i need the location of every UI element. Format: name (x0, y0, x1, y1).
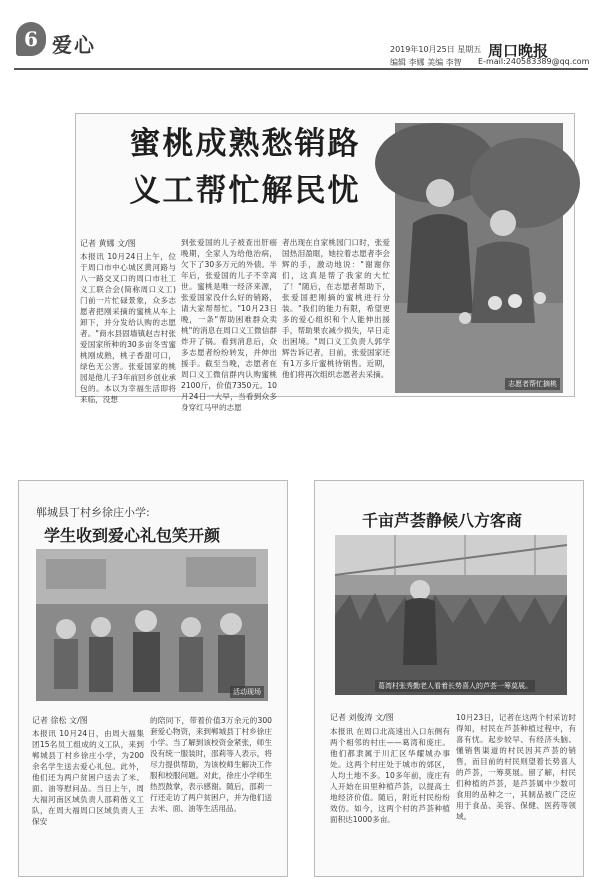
article-2-column-1: 本报讯 10月24日，由周大福集团15名员工组成的义工队，来到郸城县丁村乡徐庄小学，为200余名学生送去爱心礼包。此外，他们还为两户贫困户送去了米、面、油等慰问品。当日上午，周大福河南区域负责人邵莉偕义工队，在周大福周口区域负责人王保安 (32, 729, 144, 826)
article-3-byline: 记者 刘俊涛 文/图 (330, 713, 394, 722)
article-1-photo (395, 123, 563, 393)
aloe-greenhouse-image (335, 535, 567, 695)
article-1-headline-line-2: 义工帮忙解民忧 (129, 173, 361, 209)
article-2-headline: 学生收到爱心礼包笑开颜 (44, 526, 221, 545)
newspaper-logo: 周口晚报 (488, 42, 549, 60)
article-1-column-3: 者出现在自家桃园门口时，张爱国热泪盈眶，她拉着志愿者李会辉的手，激动地说："谢谢你们，这真是帮了我家的大忙了！"随后，在志愿者帮助下，张爱国把刚摘的蜜桃进行分装。"我们的能力有限，希望更多的爱心组织和个人能伸出援手，帮助果农减少损失，早日走出困境。"周口义工负责人郭学辉告诉记者，目前，张爱国家还有1万多斤蜜桃待销售。近期，他们将再次组织志愿者去采摘。 (282, 238, 390, 379)
date-line: 2019年10月25日 星期五 (390, 45, 482, 54)
article-3-column-2: 10月23日，记者在这两个村采访时得知，村民在芦荟种植过程中，有喜有忧。起步较早、有经济头脑、懂销售渠道的村民因其芦荟的销售，而目前的村民则望着长势喜人的芦荟，一筹莫展。留了解，村民们种植的芦荟，是芦荟属中少数可食用的品种之一，其制品被广泛应用于食品、美容、保健、医药等领域。 (456, 713, 576, 821)
article-1-column-1: 本报讯 10月24日上午，位于周口市中心城区黄河路与八一路交叉口的周口市社工义工联合会(简称周口义工)门前一片忙碌景象，众多志愿者把刚采摘的蜜桃从车上卸下，并分发给认购的志愿者。"商水县固墙镇赵吉村张爱国家所种的30多亩冬雪蜜桃刚成熟，桃子香甜可口，绿色无公害。张爱国家的桃园是他儿子3年前回乡创业承包的。本以为幸福生活即将来临，没想 (80, 252, 176, 404)
article-1-byline: 记者 黄娜 文/图 (80, 239, 136, 248)
section-title: 爱心 (52, 33, 96, 57)
header-rule (14, 68, 588, 70)
article-2-column-2: 的陪同下，带着价值3万余元的300套爱心物资，来到郸城县丁村乡徐庄小学。当了解到该校资金紧张，师生没有统一服装时，邵莉等人表示，将尽力提供帮助，为该校师生解决工作服和校服问题。对此，徐庄小学师生热烈鼓掌，表示感谢。随后，邵莉一行还走访了两户贫困户，并为他们送去米、面、油等生活用品。 (150, 716, 272, 813)
article-1-headline-line-1: 蜜桃成熟愁销路 (129, 126, 361, 162)
email-line: E-mail:240583389@qq.com (478, 57, 590, 66)
article-1-photo-caption: 志愿者帮忙摘桃 (505, 378, 560, 390)
school-event-image (36, 549, 268, 701)
article-3-photo-caption: 葛湾村张秀勤老人看着长势喜人的芦荟一筹莫展。 (375, 680, 535, 692)
article-3-headline: 千亩芦荟静候八方客商 (362, 511, 523, 530)
article-2-kicker: 郸城县丁村乡徐庄小学: (36, 506, 150, 519)
article-2-photo-caption: 活动现场 (230, 686, 264, 698)
article-1-column-2: 到张爱国的儿子被查出肝癌晚期，全家人为给他治病，欠下了30多万元的外债。半年后，张爱国的儿子不幸离世。蜜桃是唯一经济来源，张爱国家没什么好的销路，请大家帮帮忙。"10月23日晚，一条"帮助困难群众卖桃"的消息在周口义工微信群炸开了锅。看到消息后，众多志愿者纷纷转发，并伸出援手。截至当晚，志愿者在周口义工微信群内认购蜜桃2100斤，价值7350元。10月24日一大早，当看到众多身穿红马甲的志愿 (181, 238, 277, 412)
peach-orchard-image (395, 123, 563, 393)
article-3-column-1: 本报讯 在周口北高速出入口东侧有两个相邻的村庄——葛湾和庞庄。他们都隶属于川汇区华耀城办事处。这两个村庄处于城市的郊区，人均土地不多。10多年前，庞庄有人开始在田里种植芦荟，以提高土地经济价值。随后，附近村民纷纷效仿。如今，这两个村的芦荟种植面积达1000多亩。 (330, 727, 450, 824)
editor-line: 编辑 李娜 美编 李智 (390, 58, 462, 67)
page-number-badge: 6 (16, 22, 46, 56)
article-3-photo (335, 535, 567, 695)
article-2-byline: 记者 徐松 文/图 (32, 716, 88, 725)
article-2-photo (36, 549, 268, 701)
